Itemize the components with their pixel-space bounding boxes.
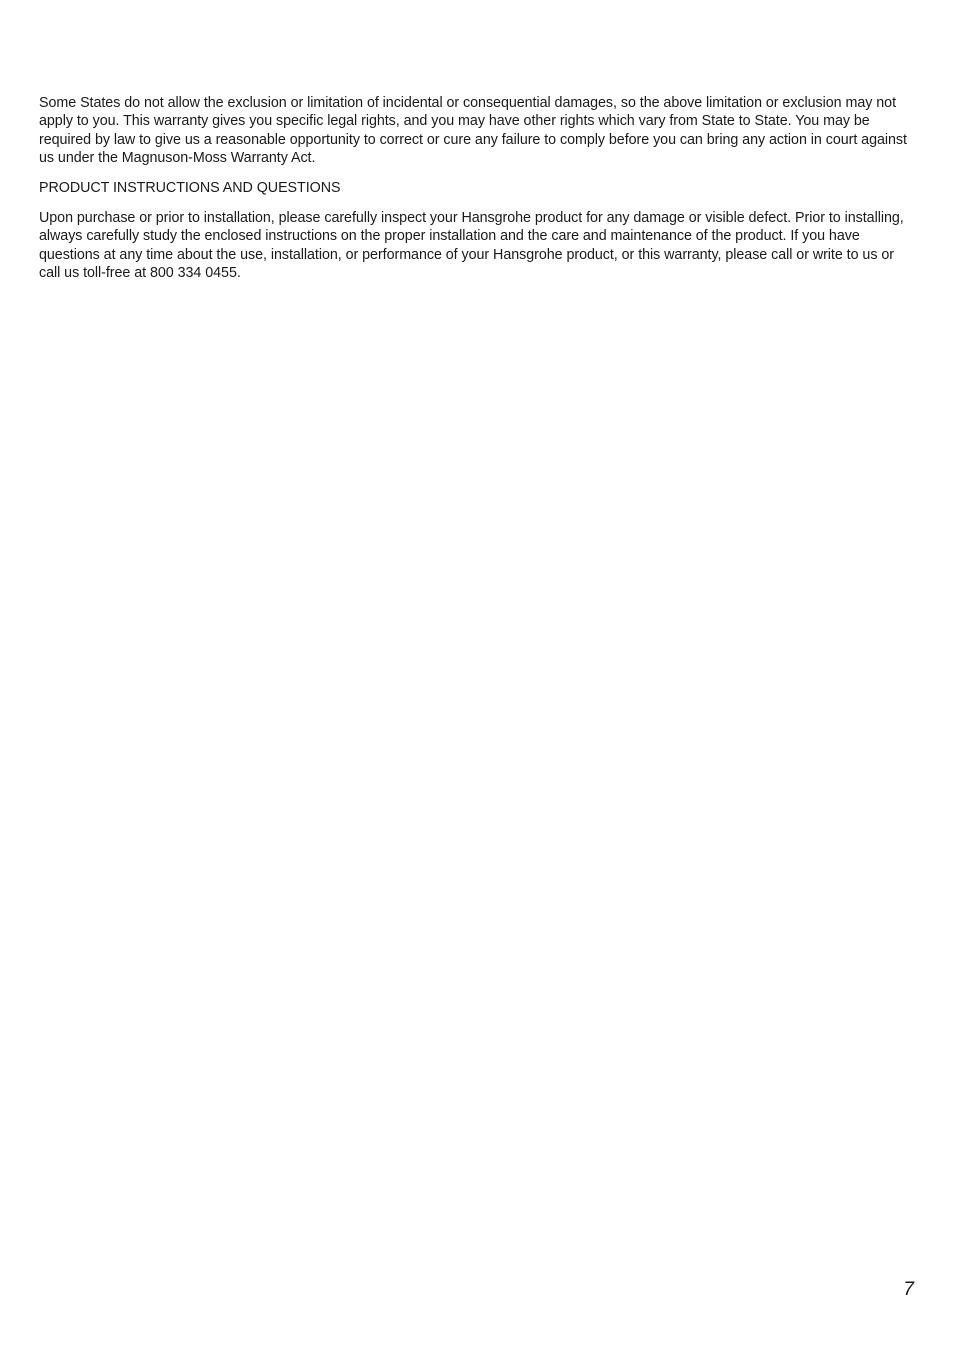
page-content [39,94,909,283]
section-heading: PRODUCT INSTRUCTIONS AND QUESTIONS [39,179,341,196]
limitation-paragraph: Some States do not allow the exclusion or limitation of incidental or consequential damages, so the above limitation or exclusion may not apply to you. This warranty gives you specific legal rights, and you may have other rights which vary from State to State. You may be required by law to give us a reasonable opportunity to correct or cure any failure to comply before you can bring any action in court against us under the Magnuson-Moss Warranty Act. [39,95,907,167]
page-number: 7 [903,1279,914,1300]
instructions-paragraph: Upon purchase or prior to installation, please carefully inspect your Hansgrohe product for any damage or visible defect. Prior to installing, always carefully study the enclosed instructions on the proper installation and the care and maintenance of the product. If you have questions at any time about the use, installation, or performance of your Hansgrohe product, or this warranty, please call or write to us or call us toll-free at 800 334 0455. [39,210,904,282]
